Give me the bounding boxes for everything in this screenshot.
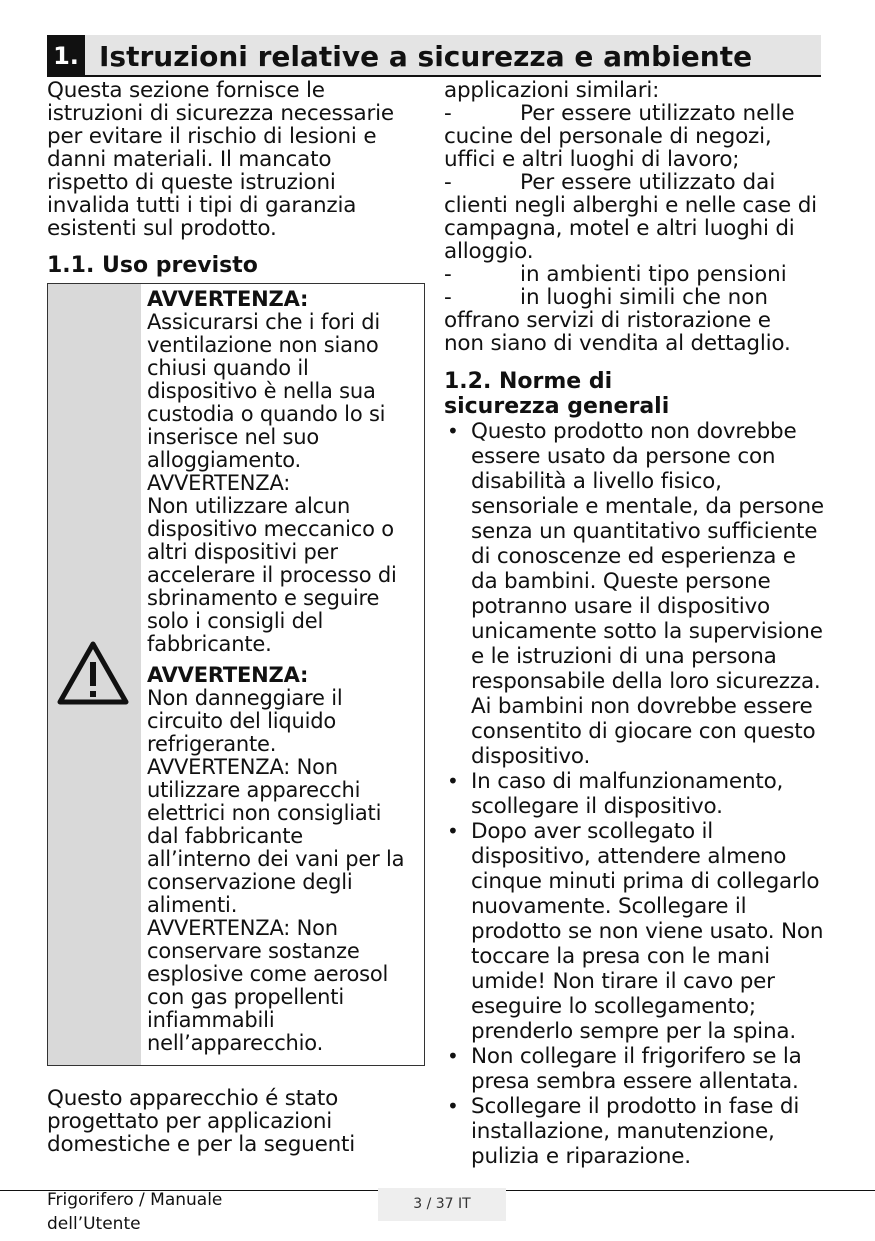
use-rest: clienti negli alberghi e nelle case di campagna, motel e altri luoghi di alloggio. — [444, 193, 817, 264]
warning-text: Non utilizzare alcun dispositivo meccanico o altri dispositivi per accelerare il processo di sbrinamento e seguire solo i consigli del fabbricante. — [147, 494, 397, 656]
use-item — [444, 102, 834, 171]
footer-manual-name: Frigorifero / Manuale dell’Utente — [47, 1190, 223, 1234]
chapter-header — [47, 35, 821, 77]
warning-item — [147, 756, 407, 917]
use-lead: Per essere utilizzato dai — [520, 170, 776, 195]
page-number: 3 / 37 IT — [378, 1188, 506, 1221]
dash: - — [444, 262, 452, 287]
use-item — [444, 286, 834, 355]
use-item — [444, 171, 834, 263]
continued-text: applicazioni similari: — [444, 78, 660, 103]
warning-label: AVVERTENZA: — [147, 916, 291, 940]
section-title-intended-use: 1.1. Uso previsto — [47, 253, 258, 278]
bullet-text: In caso di malfunzionamento, scollegare il dispositivo. — [471, 769, 784, 819]
warning-label: AVVERTENZA: — [147, 471, 291, 495]
use-item — [444, 263, 834, 286]
warning-text: Non utilizzare apparecchi elettrici non consigliati dal fabbricante all’interno dei vani per la conservazione degli alimenti. — [147, 755, 405, 917]
bullet-text: Scollegare il prodotto in fase di installazione, manutenzione, pulizia e riparazione. — [471, 1094, 800, 1169]
dash: - — [444, 170, 452, 195]
use-lead: in ambienti tipo pensioni — [520, 262, 787, 287]
warning-box — [47, 283, 425, 1066]
warning-label: AVVERTENZA: — [147, 755, 291, 779]
warning-list — [147, 288, 419, 1055]
chapter-title: Istruzioni relative a sicurezza e ambiente — [99, 40, 753, 73]
bullet-text: Non collegare il frigorifero se la presa sembra essere allentata. — [471, 1044, 802, 1094]
dash: - — [444, 101, 452, 126]
list-item: • Scollegare il prodotto in fase di installazione, manutenzione, pulizia e riparazione. — [447, 1094, 800, 1169]
intended-use-paragraph: Questo apparecchio é stato progettato per applicazioni domestiche e per la seguenti — [47, 1086, 356, 1157]
use-rest: offrano servizi di ristorazione e non siano di vendita al dettaglio. — [444, 308, 791, 356]
safety-bullet-list — [444, 419, 826, 1169]
chapter-number: 1. — [47, 35, 85, 75]
intro-paragraph: Questa sezione fornisce le istruzioni di sicurezza necessarie per evitare il rischio di lesioni e danni materiali. Il mancato rispetto di queste istruzioni invalida tutti i tipi di garanzia esistenti sul prodotto. — [47, 78, 394, 241]
bullet-text: Dopo aver scollegato il dispositivo, attendere almeno cinque minuti prima di collegarlo nuovamente. Scollegare il prodotto se non viene usato. Non toccare la presa con le mani umide! Non tirare il cavo per eseguire lo scollegamento; prenderlo sempre per la spina. — [471, 819, 824, 1044]
warning-label: AVVERTENZA: — [147, 663, 309, 687]
warning-item — [147, 917, 415, 1055]
use-rest: cucine del personale di negozi, uffici e altri luoghi di lavoro; — [444, 124, 772, 172]
list-item: • Dopo aver scollegato il dispositivo, attendere almeno cinque minuti prima di collegarlo nuovamente. Scollegare il prodotto se non viene usato. Non toccare la presa con le mani umide! Non tirare il cavo per eseguire lo scollegamento; prenderlo sempre per la spina. — [447, 819, 824, 1044]
use-lead: Per essere utilizzato nelle — [520, 101, 795, 126]
list-item: • Non collegare il frigorifero se la presa sembra essere allentata. — [447, 1044, 802, 1094]
right-column — [444, 79, 834, 1169]
warning-text: Non danneggiare il circuito del liquido refrigerante. — [147, 686, 343, 756]
warning-text: Non conservare sostanze esplosive come aerosol con gas propellenti infiammabili nell’apparecchio. — [147, 916, 389, 1055]
section-title-general-safety-line2: sicurezza generali — [444, 394, 670, 419]
use-lead: in luoghi simili che non — [520, 285, 769, 310]
warning-triangle-icon — [57, 640, 129, 706]
left-column — [47, 79, 417, 278]
section-title-general-safety: 1.2. Norme di — [444, 369, 613, 394]
list-item: • Questo prodotto non dovrebbe essere usato da persone con disabilità a livello fisico, sensoriale e mentale, da persone senza un quantitativo sufficiente di conoscenze ed esperienza e da bambini. Queste persone potranno usare il dispositivo unicamente sotto la supervisione e le istruzioni di una persona responsabile della loro sicurezza. Ai bambini non dovrebbe essere consentito di giocare con questo dispositivo. — [447, 419, 824, 769]
dash: - — [444, 285, 452, 310]
bullet-text: Questo prodotto non dovrebbe essere usato da persone con disabilità a livello fisico, sensoriale e mentale, da persone senza un quantitativo sufficiente di conoscenze ed esperienza e da bambini. Queste persone potranno usare il dispositivo unicamente sotto la supervisione e le istruzioni di una persona responsabile della loro sicurezza. Ai bambini non dovrebbe essere consentito di giocare con questo dispositivo. — [471, 419, 824, 769]
warning-label: AVVERTENZA: — [147, 287, 309, 311]
list-item: • In caso di malfunzionamento, scollegare il dispositivo. — [447, 769, 784, 819]
warning-text: Assicurarsi che i fori di ventilazione non siano chiusi quando il dispositivo è nella sua custodia o quando lo si inserisce nel suo alloggiamento. — [147, 310, 386, 472]
